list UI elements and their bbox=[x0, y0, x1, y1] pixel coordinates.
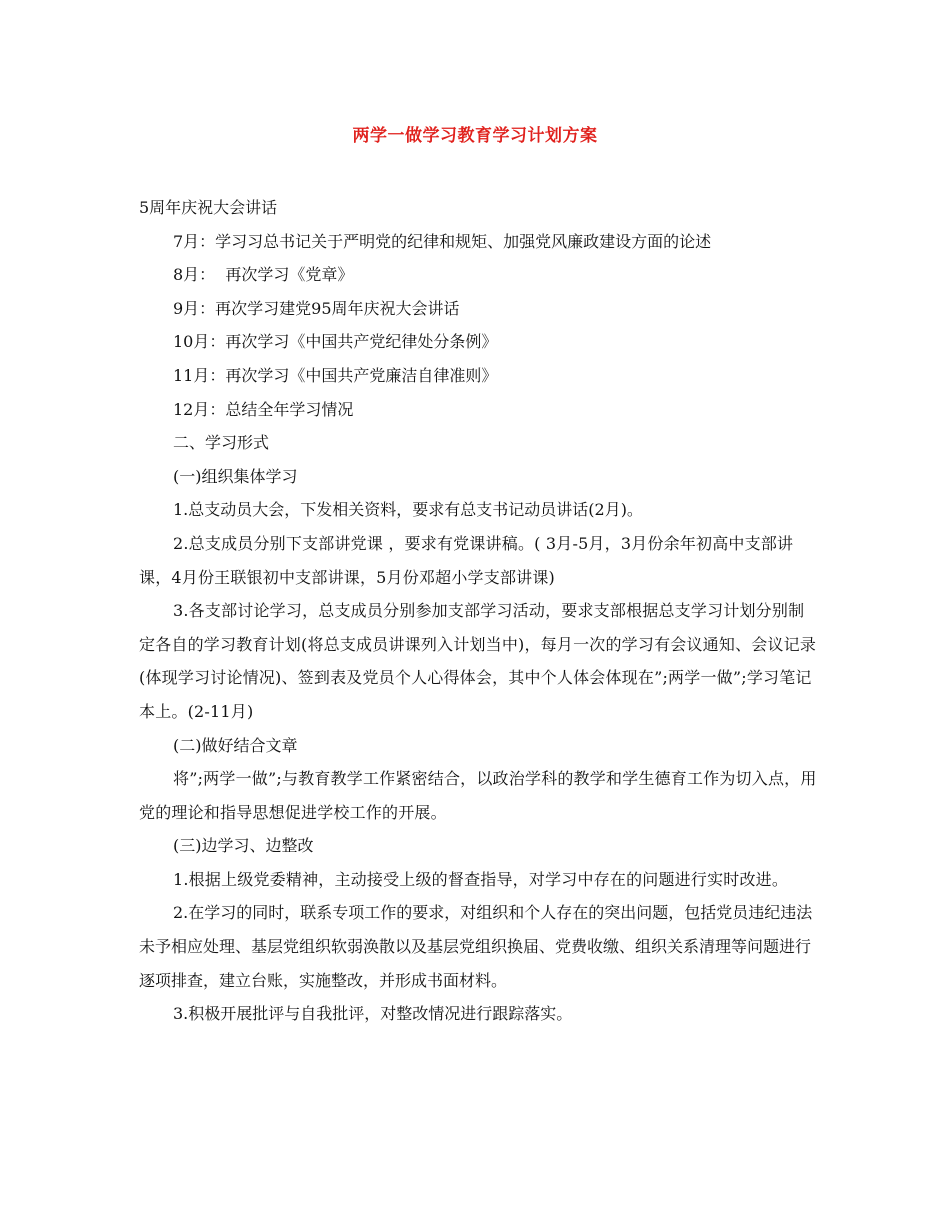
paragraph: 5周年庆祝大会讲话 bbox=[139, 198, 278, 217]
subsection-heading: (三)边学习、边整改 bbox=[173, 836, 314, 856]
paragraph: 将”;两学一做”;与教育教学工作紧密结合，以政治学科的教学和学生德育工作为切入点，用党的理论和指导思想促进学校工作的开展。 bbox=[139, 769, 817, 822]
paragraph: 8月： 再次学习《党章》 bbox=[173, 265, 354, 285]
paragraph: 7月：学习习总书记关于严明党的纪律和规矩、加强党风廉政建设方面的论述 bbox=[173, 231, 712, 251]
paragraph: 1.总支动员大会，下发相关资料，要求有总支书记动员讲话(2月)。 bbox=[173, 500, 643, 520]
paragraph: 1.根据上级党委精神，主动接受上级的督查指导，对学习中存在的问题进行实时改进。 bbox=[173, 869, 789, 889]
paragraph: 2.在学习的同时，联系专项工作的要求，对组织和个人存在的突出问题，包括党员违纪违法未予相应处理、基层党组织软弱涣散以及基层党组织换届、党费收缴、组织关系清理等问题进行逐项排查，建立台账，实施整改，并形成书面材料。 bbox=[139, 903, 813, 990]
paragraph: 3.各支部讨论学习，总支成员分别参加支部学习活动，要求支部根据总支学习计划分别制定各自的学习教育计划(将总支成员讲课列入计划当中)，每月一次的学习有会议通知、会议记录(体现学习讨论情况)、签到表及党员个人心得体会，其中个人体会体现在”;两学一做”;学习笔记本上。(2-11月) bbox=[139, 601, 817, 721]
subsection-heading: (二)做好结合文章 bbox=[173, 735, 298, 755]
paragraph: 2.总支成员分别下支部讲党课 ，要求有党课讲稿。( 3月-5月，3月份余年初高中支部讲课，4月份王联银初中支部讲课，5月份邓超小学支部讲课) bbox=[139, 533, 794, 587]
section-heading: 二、学习形式 bbox=[173, 433, 270, 453]
paragraph: 11月：再次学习《中国共产党廉洁自律准则》 bbox=[173, 365, 498, 385]
paragraph: 10月：再次学习《中国共产党纪律处分条例》 bbox=[173, 332, 498, 352]
paragraph: 12月：总结全年学习情况 bbox=[173, 399, 354, 419]
paragraph: 9月：再次学习建党95周年庆祝大会讲话 bbox=[173, 298, 460, 318]
paragraph: 3.积极开展批评与自我批评，对整改情况进行跟踪落实。 bbox=[173, 1004, 573, 1024]
document-body bbox=[139, 191, 819, 1031]
document-title: 两学一做学习教育学习计划方案 bbox=[352, 126, 598, 146]
subsection-heading: (一)组织集体学习 bbox=[173, 466, 298, 486]
